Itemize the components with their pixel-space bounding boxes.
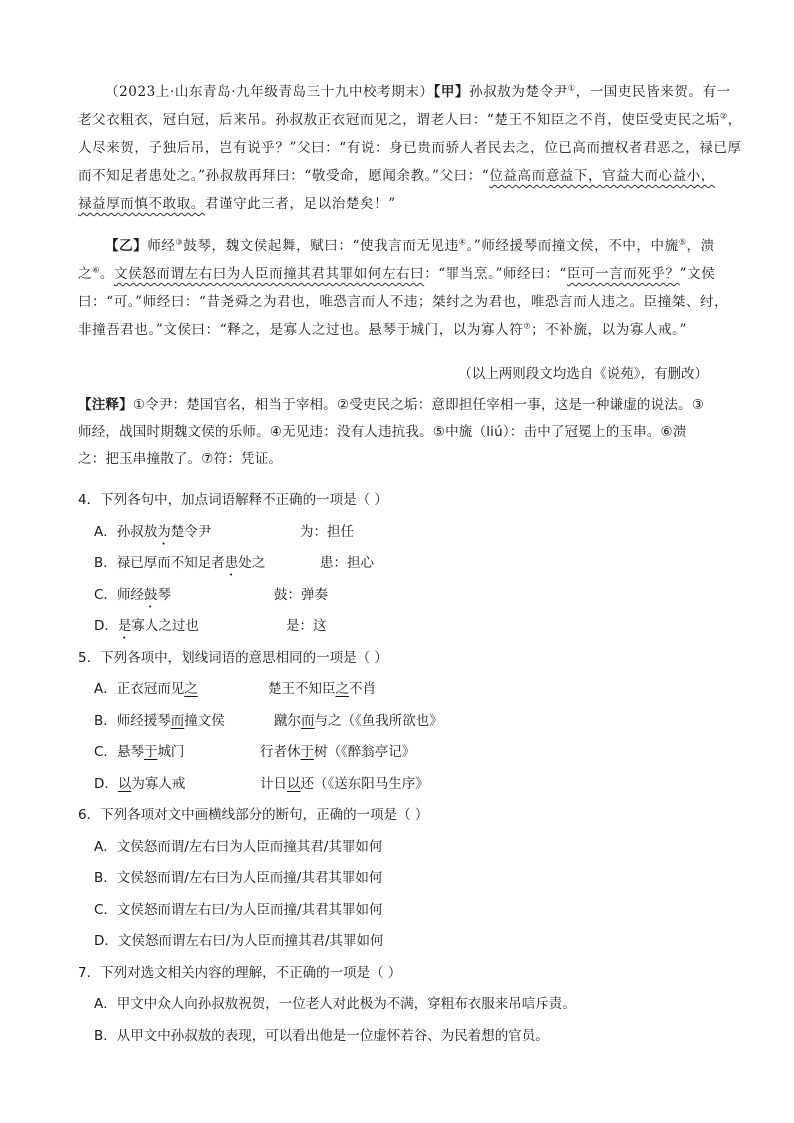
note-line: 之：把玉串撞散了。⑦符：凭证。 (78, 451, 283, 467)
dotted-word: 患 (224, 555, 239, 571)
question-6-stem: 6．下列各项对文中画横线部分的断句，正确的一项是（ ） (78, 807, 429, 823)
passage-line: 【乙】师经③鼓琴，魏文侯起舞，赋曰：“使我言而无见违④。”师经援琴而撞文侯，不中，中旒⑤，溃 (105, 237, 715, 254)
question-list (78, 485, 728, 1052)
q6-option-c[interactable]: C．文侯怒而谓左右曰/为人臣而撞/其君其罪如何 (94, 901, 383, 918)
q4-option-b[interactable]: B．禄已厚而不知足者患处之 患：担心 (78, 548, 728, 580)
option-explanation: 患：担心 (320, 555, 374, 571)
q5-option-a[interactable]: A．正衣冠而见之 楚王不知臣之不肖 (78, 674, 728, 706)
passage-line: 曰：“可。”师经曰：“昔尧舜之为君也，唯恐言而人不违；桀纣之为君也，唯恐言而人违之。臣撞桀、纣， (78, 294, 729, 310)
q4-option-d[interactable]: D．是寡人之过也 是：这 (78, 611, 728, 643)
passage-line: 人尽来贺，子独后吊，岂有说乎？”父曰：“有说：身已贵而骄人者民去之，位已高而擅权者君恶之，禄已厚 (78, 140, 742, 156)
passage-line: 老父衣粗衣，冠白冠，后来吊。孙叔敖正衣冠而见之，谓老人曰：“楚王不知臣之不肖，使臣受吏民之垢②， (78, 111, 742, 128)
passage-line: 禄益厚而慎不敢取。君谨守此三者，足以治楚矣！” (78, 196, 396, 212)
q7-option-b[interactable]: B．从甲文中孙叔敖的表现，可以看出他是一位虚怀若谷、为民着想的官员。 (94, 1027, 549, 1044)
footnote-marker: ④ (458, 237, 467, 247)
q4-option-a[interactable]: A．孙叔敖为楚令尹 为：担任 (78, 517, 728, 549)
compare-sentence: 计日以还（《送东阳马生序》 (260, 775, 429, 792)
underlined-word: 而 (170, 712, 185, 729)
underlined-word: 以 (117, 775, 132, 792)
underlined-word: 于 (143, 744, 158, 760)
compare-sentence: 蹴尔而与之（《鱼我所欲也》 (274, 712, 443, 729)
passage-source: （以上两则段文均选自《说苑》，有删改） (458, 366, 708, 382)
passage-line: 之⑥。文侯怒而谓左右曰为人臣而撞其君其罪如何左右曰：“罪当烹。”师经曰：“臣可一言而死乎？”文侯 (78, 265, 716, 282)
q6-option-a[interactable]: A．文侯怒而谓/左右曰为人臣而撞其君/其罪如何 (94, 838, 383, 855)
wavy-underlined-text: 文侯怒而谓左右曰为人臣而撞其君其罪如何左右曰 (114, 266, 425, 282)
q5-option-b[interactable]: B．师经援琴而撞文侯 蹴尔而与之（《鱼我所欲也》 (78, 706, 728, 738)
question-4-stem: 4．下列各句中，加点词语解释不正确的一项是（ ） (78, 492, 388, 508)
footnote-marker: ⑦ (523, 321, 532, 331)
section-label-jia: 【甲】 (433, 84, 470, 100)
passage-line: （2023上·山东青岛·九年级青岛三十九中校考期末）【甲】孙叔敖为楚令尹①，一国吏民皆来贺。有一 (105, 83, 731, 100)
wavy-underlined-text: 臣可一言而死乎？ (566, 266, 680, 282)
q6-option-d[interactable]: D．文侯怒而谓左右曰/为人臣而撞其君/其罪如何 (94, 933, 384, 949)
dotted-word: 鼓 (143, 586, 158, 603)
section-label-yi: 【乙】 (105, 238, 148, 254)
question-source: （2023上·山东青岛·九年级青岛三十九中校考期末） (105, 84, 434, 100)
q5-option-c[interactable]: C．悬琴于城门 行者休于树（《醉翁亭记》 (78, 737, 728, 769)
q7-option-a[interactable]: A．甲文中众人向孙叔敖祝贺，一位老人对此极为不满，穿粗布衣服来吊唁斥责。 (94, 996, 576, 1012)
note-line: 【注释】①令尹：楚国官名，相当于宰相。②受吏民之垢：意即担任宰相一事，这是一种谦虚的说法。③ (78, 397, 705, 413)
option-explanation: 鼓：弹奏 (274, 586, 328, 603)
wavy-underlined-text: 禄益厚而慎不敢取。 (78, 196, 205, 212)
question-5-stem: 5．下列各项中，划线词语的意思相同的一项是（ ） (78, 649, 388, 666)
option-explanation: 是：这 (286, 618, 327, 634)
passage-line: 而不知足者患处之。”孙叔敖再拜曰：“敬受命，愿闻余教。”父曰：“位益高而意益下，官益大而心益小， (78, 168, 715, 184)
passage-line: 非撞吾君也。”文侯曰：“释之，是寡人之过也。悬琴于城门，以为寡人符⑦；不补旒，以为寡人戒。” (78, 321, 687, 338)
question-7-stem: 7．下列对选文相关内容的理解，不正确的一项是（ ） (78, 964, 402, 981)
underlined-word: 之 (184, 681, 198, 697)
passage-jia (78, 78, 742, 218)
q6-option-b[interactable]: B．文侯怒而谓/左右曰为人臣而撞/其君其罪如何 (94, 870, 383, 886)
compare-sentence: 行者休于树（《醉翁亭记》 (260, 744, 416, 760)
dotted-word: 为 (157, 523, 171, 540)
note-line: 师经，战国时期魏文侯的乐师。④无见违：没有人违抗我。⑤中旒（liú）：击中了冠冕上的玉串。⑥溃 (78, 424, 687, 440)
footnote-marker: ① (567, 83, 576, 93)
passage-yi (78, 232, 729, 344)
footnote-marker: ⑥ (92, 265, 100, 275)
compare-sentence: 楚王不知臣之不肖 (268, 681, 376, 697)
annotation-notes (78, 392, 718, 473)
dotted-word: 是 (117, 618, 132, 634)
option-explanation: 为：担任 (300, 523, 354, 540)
notes-label: 【注释】 (78, 397, 133, 413)
footnote-marker: ② (720, 111, 728, 121)
wavy-underlined-text: 位益高而意益下，官益大而心益小， (489, 168, 715, 184)
q5-option-d[interactable]: D．以为寡人戒 计日以还（《送东阳马生序》 (78, 769, 728, 801)
q4-option-c[interactable]: C．师经鼓琴 鼓：弹奏 (78, 580, 728, 612)
footnote-marker: ⑤ (678, 237, 687, 247)
footnote-marker: ③ (175, 237, 184, 247)
